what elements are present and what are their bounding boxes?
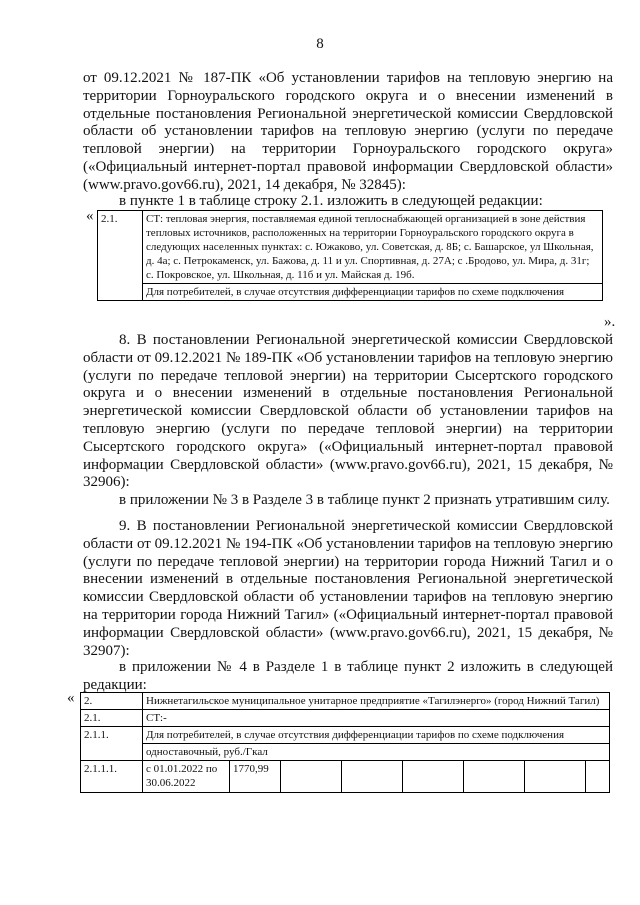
table2-empty-cell [342, 761, 403, 793]
page-number: 8 [316, 36, 324, 52]
quote-close: ». [604, 314, 616, 330]
table2-empty-cell [403, 761, 464, 793]
table2-empty-cell [281, 761, 342, 793]
table2-empty-cell [586, 761, 610, 793]
table2-r5-period: с 01.01.2022 по 30.06.2022 [143, 761, 230, 793]
table1-sub: Для потребителей, в случае отсутствия дифференциации тарифов по схеме подключения [143, 284, 603, 301]
table1-text: СТ: тепловая энергия, поставляемая единой теплоснабжающей организацией в зоне действия тепловых источников, расположенных на территории Горноуральского городского округа в следующих населенных пунктах: с. Южаково, ул. Советская, д. 8Б; с. Башарское, ул Школьная, д. 4а; с. Петрокаменск, ул. Бажова, д. 11 и ул. Спортивная, д. 27А; с .Бродово, ул. Мира, д. 31г; с. Покровское, ул. Школьная, д. 11б и ул. Майская д. 19б. [143, 211, 603, 284]
table-row-2-1 [97, 210, 603, 301]
table2-empty-cell [464, 761, 525, 793]
table2-empty-cell [525, 761, 586, 793]
table2-r3-num: 2.1.1. [81, 727, 143, 761]
quote-open-2: « [67, 690, 75, 706]
table2-r5-value: 1770,99 [230, 761, 281, 793]
paragraph-9-sub: в приложении № 4 в Разделе 1 в таблице пункт 2 изложить в следующей редакции: [83, 659, 613, 693]
table2-r1-num: 2. [81, 693, 143, 710]
paragraph-8-sub: в приложении № 3 в Разделе 3 в таблице пункт 2 признать утратившим силу. [119, 492, 610, 508]
table2-r3-text: Для потребителей, в случае отсутствия дифференциации тарифов по схеме подключения [143, 727, 610, 744]
table2-r2-text: СТ:- [143, 710, 610, 727]
table2-r4-text: одноставочный, руб./Гкал [143, 744, 610, 761]
table2-r5-num: 2.1.1.1. [81, 761, 143, 793]
paragraph-intro: от 09.12.2021 № 187-ПК «Об установлении тарифов на тепловую энергию на территории Горноуральского городского округа и о внесении изменений в отдельные постановления Региональной энергетической комиссии Свердловской области об установлении тарифов на тепловую энергию (услуги по передаче тепловой энергии) на территории Горноуральского городского округа» («Официальный интернет-портал правовой информации Свердловской области» (www.pravo.gov66.ru), 2021, 14 декабря, № 32845): [83, 70, 613, 193]
quote-open: « [86, 208, 94, 224]
table1-num: 2.1. [98, 211, 143, 301]
table2-r1-text: Нижнетагильское муниципальное унитарное предприятие «Тагилэнерго» (город Нижний Тагил) [143, 693, 610, 710]
table2-r2-num: 2.1. [81, 710, 143, 727]
paragraph-point-2-1: в пункте 1 в таблице строку 2.1. изложить в следующей редакции: [119, 193, 543, 209]
table-item-2 [80, 692, 610, 793]
paragraph-8: 8. В постановлении Региональной энергетической комиссии Свердловской области от 09.12.2021 № 189-ПК «Об установлении тарифов на тепловую энергию (услуги по передаче тепловой энергии) на территории Сысертского городского округа и о внесении изменений в отдельные постановления Региональной энергетической комиссии Свердловской области об установлении тарифов на тепловую энергию (услуги по передаче тепловой энергии) на территории Сысертского городского округа» («Официальный интернет-портал правовой информации Свердловской области» (www.pravo.gov66.ru), 2021, 15 декабря, № 32906): [83, 332, 613, 491]
paragraph-9: 9. В постановлении Региональной энергетической комиссии Свердловской области от 09.12.2021 № 194-ПК «Об установлении тарифов на тепловую энергию (услуги по передаче тепловой энергии) на территории города Нижний Тагил и о внесении изменений в отдельные постановления Региональной энергетической комиссии Свердловской области об установлении тарифов на тепловую энергию на территории города Нижний Тагил» («Официальный интернет-портал правовой информации Свердловской области» (www.pravo.gov66.ru), 2021, 15 декабря, № 32907): [83, 518, 613, 659]
